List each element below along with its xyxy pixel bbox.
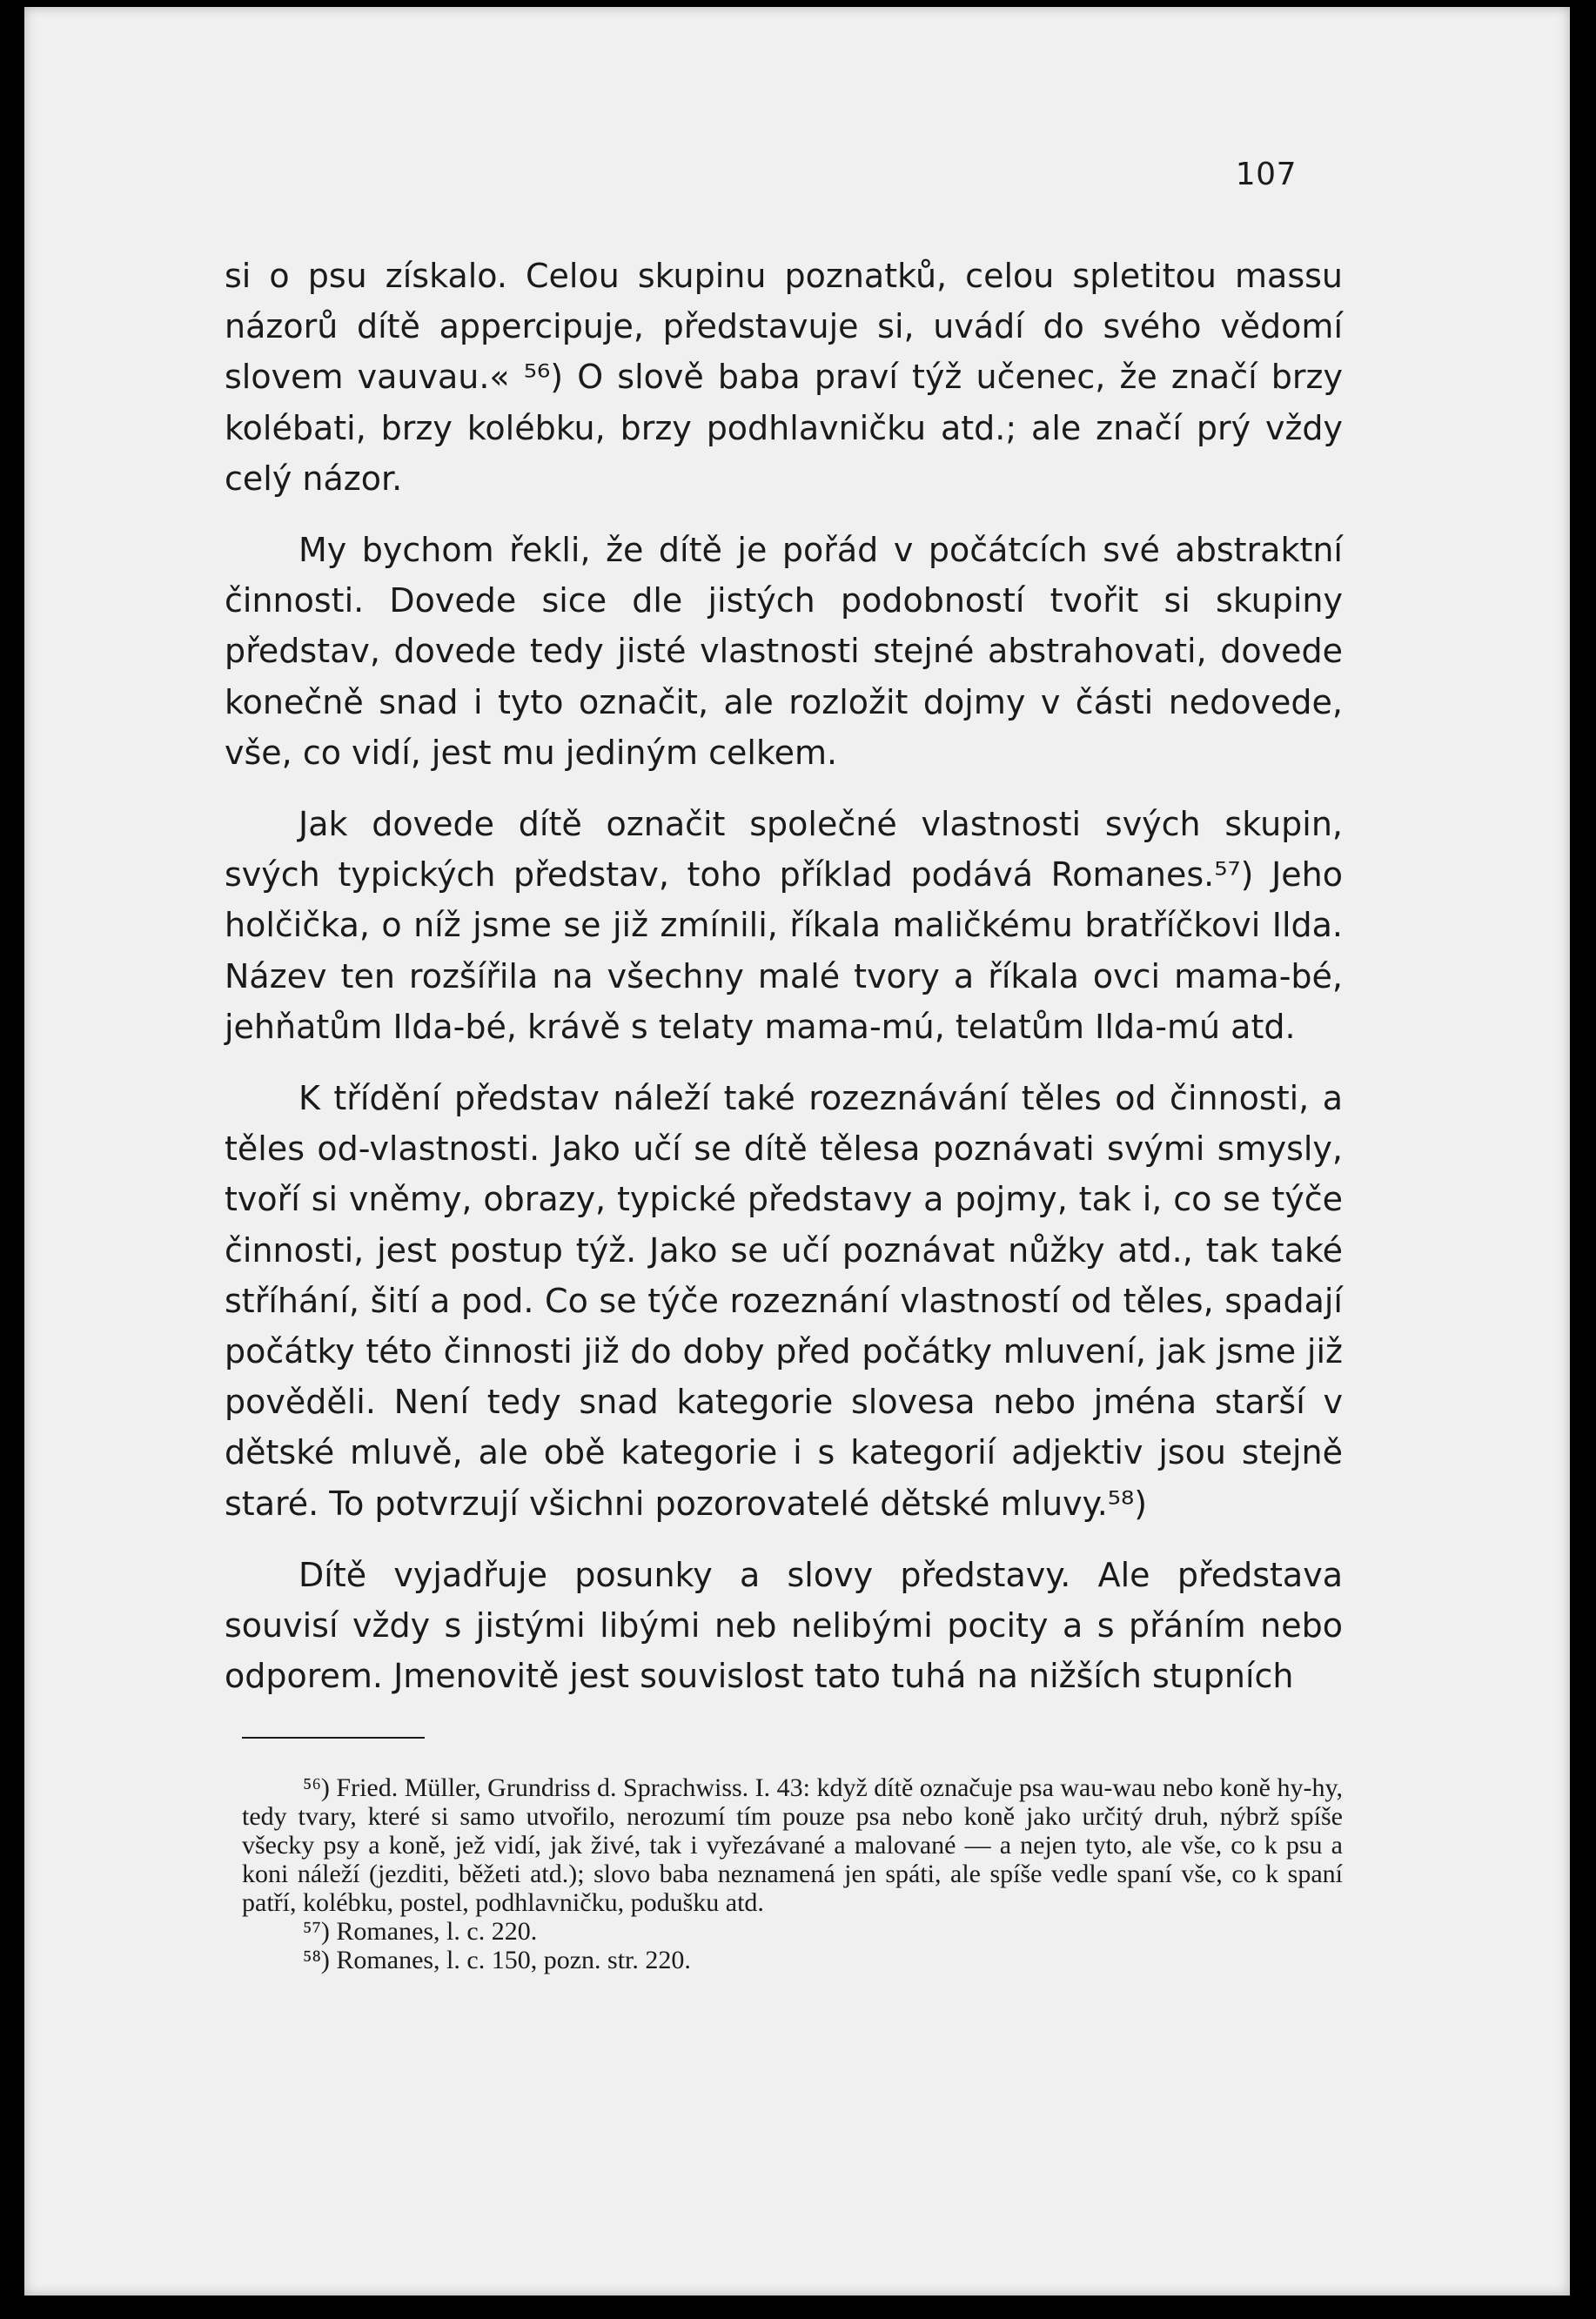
paragraph-4: K třídění představ náleží také rozeznávání těles od činnosti, a těles od-vlastnosti. Jako učí se dítě tělesa poznávati svými smysly, tvoří si vněmy, obrazy, typické představy a pojmy, tak i, co se týče činnosti, jest postup týž. Jako se učí poznávat nůžky atd., tak také stříhání, šití a pod. Co se týče rozeznání vlastností od těles, spadají počátky této činnosti již do doby před počátky mluvení, jak jsme již pověděli. Není tedy snad kategorie slovesa nebo jména starší v dětské mluvě, ale obě kategorie i s kategorií adjektiv jsou stejně staré. To potvrzují všichni pozorovatelé dětské mluvy.⁵⁸) bbox=[225, 1079, 1343, 1523]
paragraph-5: Dítě vyjadřuje posunky a slovy představy. Ale představa souvisí vždy s jistými libými neb nelibými pocity a s přáním nebo odporem. Jmenovitě jest souvislost tato tuhá na nižších stupních bbox=[225, 1555, 1343, 1696]
book-page bbox=[24, 7, 1570, 2296]
footnote-56: ⁵⁶) Fried. Müller, Grundriss d. Sprachwiss. I. 43: když dítě označuje psa wau-wau nebo koně hy-hy, tedy tvary, které si samo utvořilo, nerozumí tím pouze psa nebo koně jako určitý druh, nýbrž spíše všecky psy a koně, jež vidí, jak živé, tak i vyřezávané a malované — a nejen tyto, ale vše, co k psu a koni náleží (jezditi, běžeti atd.); slovo baba neznamená jen spáti, ale spíše vedle spaní vše, co k spaní patří, kolébku, postel, podhlavničku, podušku atd. bbox=[242, 1773, 1344, 1917]
page-number: 107 bbox=[1235, 157, 1297, 192]
footnote-divider bbox=[242, 1737, 425, 1739]
paragraph-1: si o psu získalo. Celou skupinu poznatků, celou spletitou massu názorů dítě appercipuje, představuje si, uvádí do svého vědomí slovem vauvau.« ⁵⁶) O slově baba praví týž učenec, že značí brzy kolébati, brzy kolébku, brzy podhlavničku atd.; ale značí prý vždy celý názor. bbox=[225, 257, 1343, 498]
footnotes bbox=[242, 1773, 1343, 1974]
paragraph-3: Jak dovede dítě označit společné vlastnosti svých skupin, svých typických představ, toho příklad podává Romanes.⁵⁷) Jeho holčička, o níž jsme se již zmínili, říkala maličkému bratříčkovi Ilda. Název ten rozšířila na všechny malé tvory a říkala ovci mama-bé, jehňatům Ilda-bé, krávě s telaty mama-mú, telatům Ilda-mú atd. bbox=[225, 805, 1343, 1046]
main-text bbox=[225, 251, 1343, 1722]
footnote-57: ⁵⁷) Romanes, l. c. 220. bbox=[303, 1917, 538, 1946]
paragraph-2: My bychom řekli, že dítě je pořád v počátcích své abstraktní činnosti. Dovede sice dle jistých podobností tvořit si skupiny představ, dovede tedy jisté vlastnosti stejné abstrahovati, dovede konečně snad i tyto označit, ale rozložit dojmy v části nedovede, vše, co vidí, jest mu jediným celkem. bbox=[225, 531, 1343, 772]
footnote-58: ⁵⁸) Romanes, l. c. 150, pozn. str. 220. bbox=[303, 1946, 691, 1974]
